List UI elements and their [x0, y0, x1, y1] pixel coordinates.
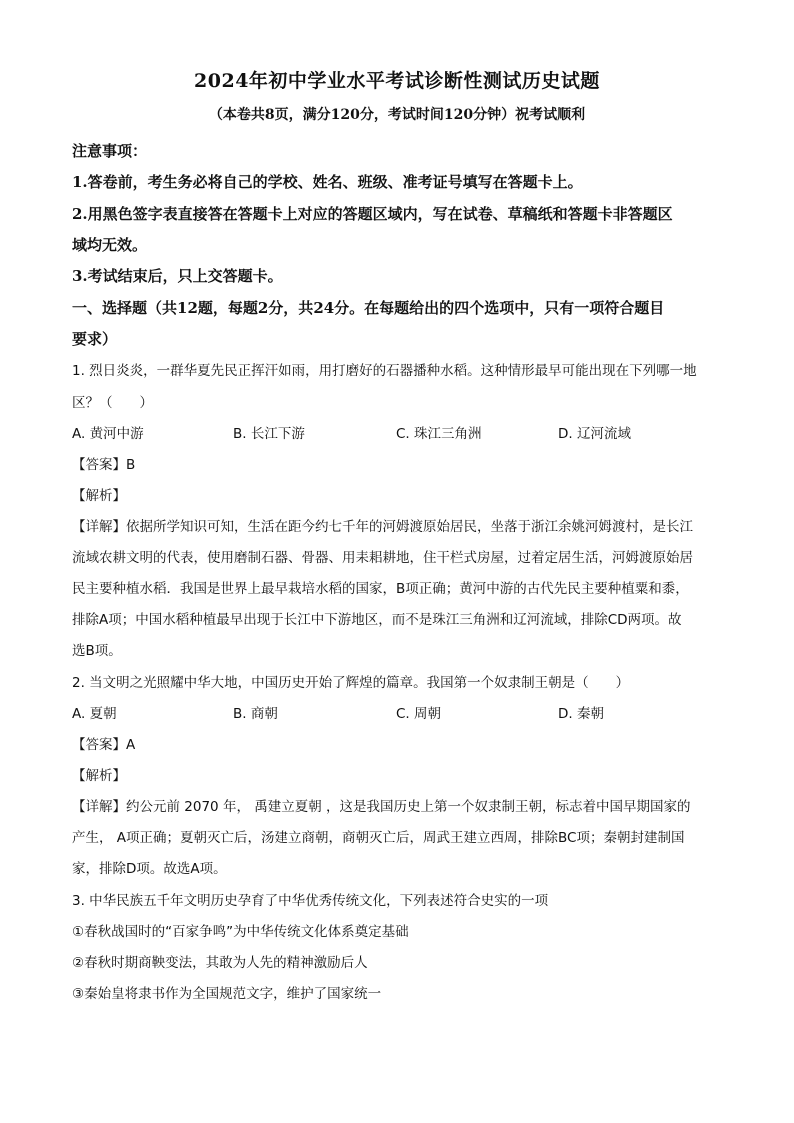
q2-option-b: B. 商朝: [233, 706, 278, 722]
section-heading-cont: 要求）: [72, 330, 118, 348]
q3-stem: 3. 中华民族五千年文明历史孕育了中华优秀传统文化，下列表述符合史实的一项: [72, 893, 549, 909]
q1-answer: 【答案】B: [72, 457, 136, 473]
q2-option-d: D. 秦朝: [558, 706, 604, 722]
q1-detail-line: 选B项。: [72, 643, 122, 659]
q1-detail-line: 民主要种植水稻．我国是世界上最早栽培水稻的国家，B项正确；黄河中游的古代先民主要种植粟和黍，: [72, 581, 689, 597]
q3-item-1: ①春秋战国时的“百家争鸣”为中华传统文化体系奠定基础: [72, 924, 409, 940]
q1-detail-line: 【详解】依据所学知识可知，生活在距今约七千年的河姆渡原始居民，坐落于浙江余姚河姆渡村，是长江: [72, 519, 693, 535]
q1-stem-cont: 区？（ ）: [72, 395, 153, 411]
note-item-1: 1.答卷前，考生务必将自己的学校、姓名、班级、准考证号填写在答题卡上。: [72, 173, 583, 191]
note-item-2-cont: 域均无效。: [72, 236, 148, 254]
q2-stem: 2. 当文明之光照耀中华大地，中国历史开始了辉煌的篇章。我国第一个奴隶制王朝是（ ）: [72, 675, 630, 691]
q2-detail-line: 家，排除D项。故选A项。: [72, 861, 227, 877]
q2-detail-line: 产生， A项正确；夏朝灭亡后，汤建立商朝，商朝灭亡后，周武王建立西周，排除BC项；秦朝封建制国: [72, 830, 685, 846]
q2-option-a: A. 夏朝: [72, 706, 117, 722]
q1-option-b: B. 长江下游: [233, 426, 305, 442]
q1-stem: 1. 烈日炎炎，一群华夏先民正挥汗如雨，用打磨好的石器播种水稻。这种情形最早可能出现在下列哪一地: [72, 363, 697, 379]
notes-heading: 注意事项：: [72, 142, 148, 160]
q1-option-c: C. 珠江三角洲: [396, 426, 482, 442]
q2-detail-line: 【详解】约公元前 2070 年， 禹建立夏朝 ，这是我国历史上第一个奴隶制王朝，标志着中国早期国家的: [72, 799, 691, 815]
exam-title: 2024年初中学业水平考试诊断性测试历史试题: [194, 70, 600, 92]
q1-detail-line: 流域农耕文明的代表，使用磨制石器、骨器、用耒耜耕地，住干栏式房屋，过着定居生活，河姆渡原始居: [72, 550, 693, 566]
note-item-2: 2.用黑色签字表直接答在答题卡上对应的答题区域内，写在试卷、草稿纸和答题卡非答题区: [72, 205, 673, 223]
exam-subtitle: （本卷共8页，满分120分，考试时间120分钟）祝考试顺利: [208, 107, 586, 123]
q1-options: [72, 422, 722, 442]
section-heading: 一、选择题（共12题，每题2分，共24分。在每题给出的四个选项中，只有一项符合题目: [72, 299, 665, 317]
q1-detail-line: 排除A项；中国水稻种植最早出现于长江中下游地区，而不是珠江三角洲和辽河流域，排除CD两项。故: [72, 612, 682, 628]
q2-analysis-label: 【解析】: [72, 768, 126, 784]
q3-item-2: ②春秋时期商鞅变法，其敢为人先的精神激励后人: [72, 955, 368, 971]
q2-option-c: C. 周朝: [396, 706, 442, 722]
q2-answer: 【答案】A: [72, 737, 136, 753]
q3-item-3: ③秦始皇将隶书作为全国规范文字，维护了国家统一: [72, 986, 382, 1002]
q1-analysis-label: 【解析】: [72, 488, 126, 504]
q2-options: [72, 702, 722, 722]
q1-option-a: A. 黄河中游: [72, 426, 144, 442]
note-item-3: 3.考试结束后，只上交答题卡。: [72, 267, 283, 285]
q1-option-d: D. 辽河流域: [558, 426, 631, 442]
